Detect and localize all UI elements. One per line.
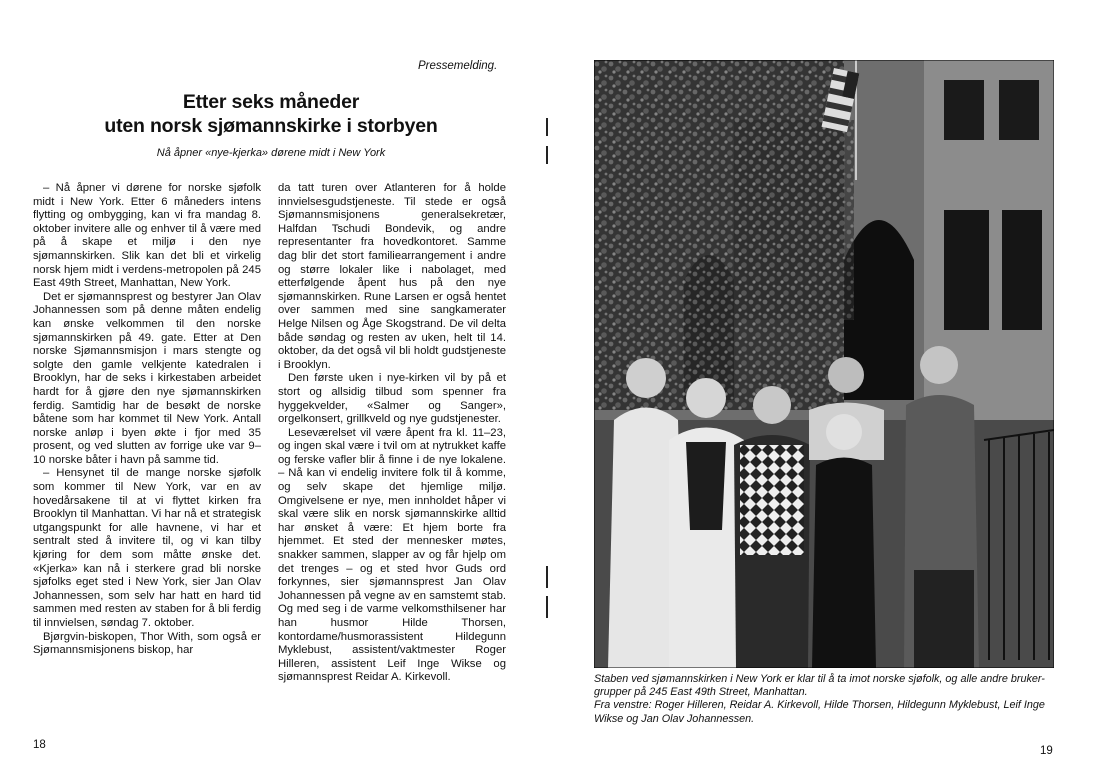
headline-line-2: uten norsk sjømannskirke i storbyen — [104, 115, 438, 137]
article-subheadline: Nå åpner «nye-kjerka» dørene midt i New York — [156, 147, 386, 159]
photo-caption — [594, 673, 1058, 726]
headline-line-1: Etter seks måneder — [182, 91, 360, 113]
caption-description: Staben ved sjømannskirken i New York er klar til å ta imot norske sjøfolk, og alle andre bruker-grupper på 245 East 49th Street, Manhattan. — [594, 673, 1045, 699]
paragraph: Bjørgvin-biskopen, Thor With, som også er Sjømannsmisjonens biskop, har — [33, 630, 261, 657]
paragraph: Leseværelset vil være åpent fra kl. 11–23, og ingen skal være i tvil om at nytrukket kaffe og ferske vafler blir å finne i de nye lokalene. – Nå kan vi endelig invitere folk til å komme, og selv skape det hjemlige miljø. Omgivelsene er nye, men innholdet håper vi skal være slik en norsk sjømannskirke alltid har ønsket å være: Et hjem borte fra hjemmet. Et sted der mennesker møtes, snakker sammen, slapper av og får hjelp om det trenges – og et sted hvor Guds ord forkynnes, sier sjømannsprest Jan Olav Johannessen på vegne av en samstemt stab. Og med seg i de varme velkomsthilsener har han husmor Hilde Thorsen, kontordame/husmorassistent Hildegunn Myklebust, assistent/vaktmester Roger Hilleren, assistent Leif Inge Wikse og sjømannsprest Reidar A. Kirkevoll. — [278, 426, 506, 684]
paragraph: Det er sjømannsprest og bestyrer Jan Olav Johannessen som på denne måten endelig kan ønske velkommen til den norske sjømannskirken på 49. gate. Etter at Den norske Sjømannsmisjon i mars stengte og solgte den gamle velkjente katedralen i Brooklyn, har de seks i kirkestaben arbeidet hardt for å gjøre den nye sjømannskirken ferdig. Samtidig har de besøkt de norske båtene som har kommet til New York. Antall norske anløp i byen økte i fjor med 35 prosent, og ved slutten av forrige uke var 9–10 norske båter i havn på samme tid. — [33, 290, 261, 466]
paragraph: Den første uken i nye-kirken vil by på et stort og allsidig tilbud som spenner fra hyggekvelder, «Salmer og Sanger», orgelkonsert, grillkveld og nye gudstjenester. — [278, 372, 506, 426]
right-page — [548, 0, 1100, 781]
article-column-1 — [33, 182, 261, 658]
left-page — [0, 0, 548, 781]
paragraph: – Hensynet til de mange norske sjøfolk som kommer til New York, var en av hovedårsakene til at vi flyttet kirken fra Brooklyn til Manhattan. Vi har nå et strategisk utgangspunkt for alle havnene, vi har et sentralt sted å invitere til, og vi kan tilby kjøring for dem som måtte ønske det. «Kjerka» kan nå i sterkere grad bli norske sjøfolks eget sted i New York, sier Jan Olav Johannessen, som selv har hatt en hard tid sammen med resten av staben for å bli ferdig til innvielsen, søndag 7. oktober. — [33, 467, 261, 629]
article-column-2 — [278, 182, 506, 685]
article-headline — [40, 90, 502, 138]
press-release-label: Pressemelding. — [418, 60, 498, 72]
paragraph: – Nå åpner vi dørene for norske sjøfolk midt i New York. Etter 6 måneders intens flytting og ombygging, kan vi fra mandag 8. oktober invitere alle og enhver til å være med på å skape et miljø i den nye sjømannskirken. Slik kan det bli et virkelig norsk hjem midt i verdens-metropolen på 245 East 49th Street, Manhattan, New York. — [33, 182, 261, 290]
caption-names: Fra venstre: Roger Hilleren, Reidar A. Kirkevoll, Hilde Thorsen, Hildegunn Myklebust, Leif Inge Wikse og Jan Olav Johannessen. — [594, 699, 1045, 725]
page-number-right: 19 — [1040, 745, 1053, 757]
staff-group-photo — [594, 60, 1054, 668]
paragraph: da tatt turen over Atlanteren for å holde innvielsesgudstjeneste. Til stede er også Sjømannsmisjonens generalsekretær, Halfdan Tschudi Bondevik, og andre representanter fra hovedkontoret. Samme dag blir det stort familiearrangement i andre og større lokaler like i nabolaget, med etterfølgende åpent hus på den nye sjømannskirken. Rune Larsen er også hentet over sammen med sine sangkamerater Helge Nilsen og Åge Skogstrand. De vil delta både søndag og resten av uken, helt til 14. oktober, da det også vil bli holdt gudstjeneste i Brooklyn. — [278, 182, 506, 371]
page-number-left: 18 — [33, 739, 46, 751]
